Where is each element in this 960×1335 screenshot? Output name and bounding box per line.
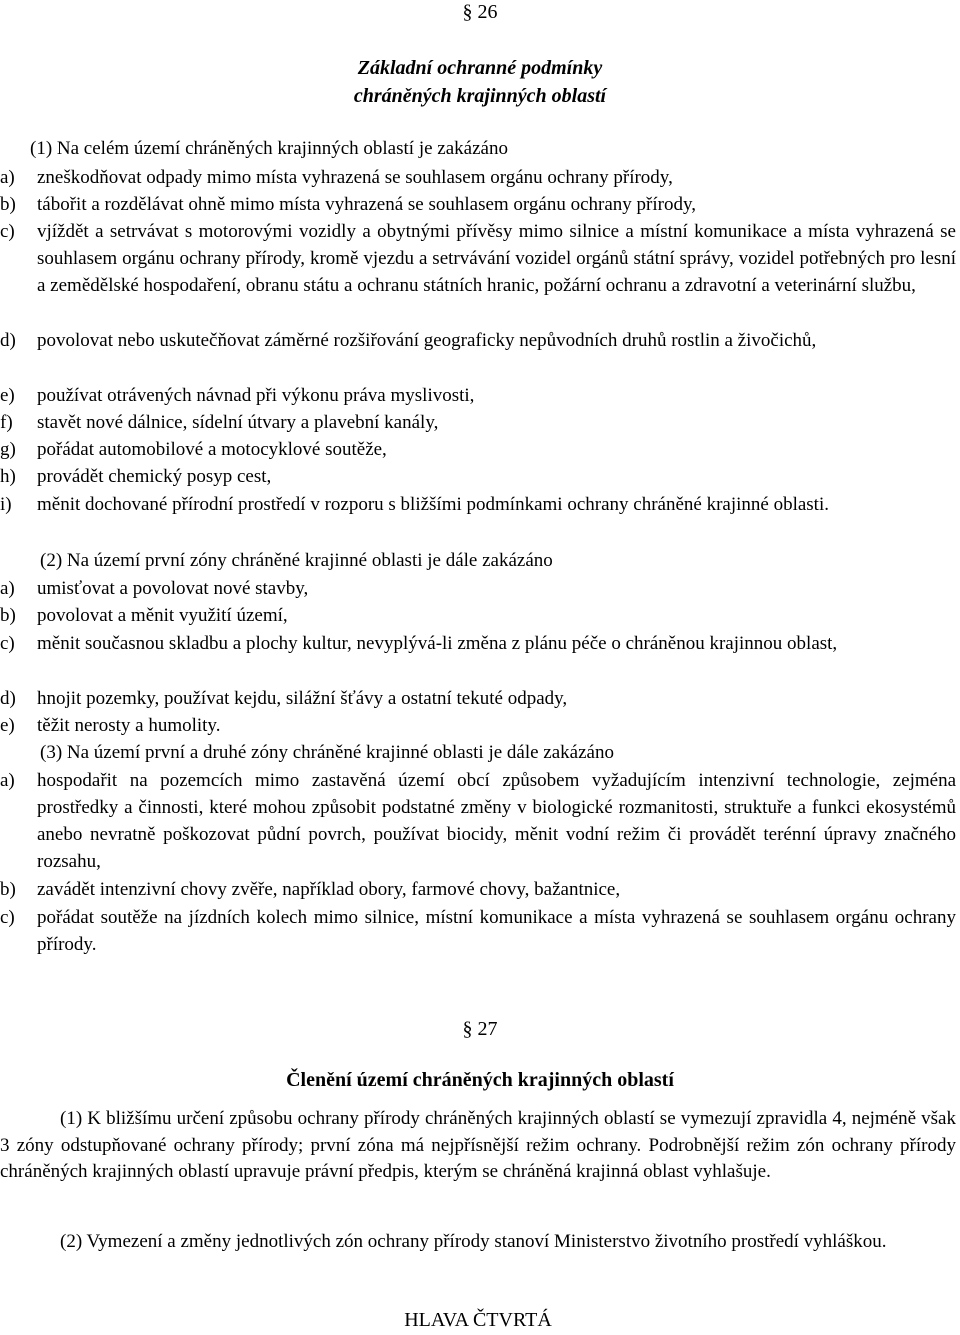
section-27-p1: (1) K bližšímu určení způsobu ochrany přírody chráněných krajinných oblastí se vymezují zpravidla 4, nejméně však 3 zóny odstupňované ochrany přírody; první zóna má nejpřísnější režim ochrany. Podrobnější režim zón ochrany přírody chráněných krajinných oblastí upravuje právní předpis, kterým se chráněná krajinná oblast vyhlašuje. — [0, 1108, 956, 1183]
list-item-p1-a — [0, 165, 956, 192]
list-item-p2-d — [0, 686, 956, 713]
list-text: těžit nerosty a humolity. — [37, 715, 221, 736]
section-27-p2: (2) Vymezení a změny jednotlivých zón ochrany přírody stanoví Ministerstvo životního prostředí vyhláškou. — [60, 1231, 887, 1252]
list-label: a) — [0, 578, 15, 599]
section-26-p2-intro: (2) Na území první zóny chráněné krajinné oblasti je dále zakázáno — [40, 550, 553, 571]
list-label: c) — [0, 221, 15, 242]
list-label: e) — [0, 385, 15, 406]
list-text: stavět nové dálnice, sídelní útvary a plavební kanály, — [37, 412, 439, 433]
list-text: měnit dochované přírodní prostředí v rozporu s bližšími podmínkami ochrany chráněné krajinné oblasti. — [37, 494, 829, 515]
list-label: a) — [0, 770, 15, 791]
list-item-p2-a — [0, 576, 956, 603]
list-label: d) — [0, 330, 16, 351]
list-item-p1-i — [0, 492, 956, 519]
list-text: povolovat a měnit využití území, — [37, 605, 288, 626]
chapter-heading: HLAVA ČTVRTÁ — [404, 1309, 552, 1331]
list-label: h) — [0, 466, 16, 487]
list-item-p3-c — [0, 905, 956, 959]
list-text: tábořit a rozdělávat ohně mimo místa vyhrazená se souhlasem orgánu ochrany přírody, — [37, 194, 696, 215]
list-text: hnojit pozemky, používat kejdu, silážní šťávy a ostatní tekuté odpady, — [37, 688, 568, 709]
list-label: b) — [0, 194, 16, 215]
list-item-p1-e — [0, 383, 956, 410]
section-26-title-line1: Základní ochranné podmínky — [357, 57, 603, 79]
section-27-title: Členění území chráněných krajinných oblastí — [286, 1069, 674, 1091]
list-text: provádět chemický posyp cest, — [37, 466, 272, 487]
list-item-p1-g — [0, 437, 956, 464]
list-text: pořádat automobilové a motocyklové soutěže, — [37, 439, 387, 460]
list-text: povolovat nebo uskutečňovat záměrné rozšiřování geograficky nepůvodních druhů rostlin a živočichů, — [37, 330, 817, 351]
list-item-p3-a — [0, 768, 956, 876]
list-item-p1-f — [0, 410, 956, 437]
list-label: b) — [0, 879, 16, 900]
list-label: g) — [0, 439, 16, 460]
section-27-heading: § 27 — [462, 1018, 498, 1040]
list-label: d) — [0, 688, 16, 709]
list-item-p1-h — [0, 464, 956, 491]
list-label: e) — [0, 715, 15, 736]
list-text: pořádat soutěže na jízdních kolech mimo silnice, místní komunikace a místa vyhrazená se souhlasem orgánu ochrany přírody. — [37, 907, 956, 955]
list-item-p1-b — [0, 192, 956, 219]
list-item-p3-b — [0, 877, 956, 904]
list-item-p2-b — [0, 603, 956, 630]
list-label: a) — [0, 167, 15, 188]
list-item-p2-c — [0, 631, 956, 658]
list-text: zavádět intenzivní chovy zvěře, například obory, farmové chovy, bažantnice, — [37, 879, 621, 900]
list-label: b) — [0, 605, 16, 626]
list-text: zneškodňovat odpady mimo místa vyhrazená se souhlasem orgánu ochrany přírody, — [37, 167, 673, 188]
list-label: c) — [0, 633, 15, 654]
section-26-heading: § 26 — [462, 1, 498, 23]
list-item-p1-c — [0, 219, 956, 300]
list-item-p2-e — [0, 713, 956, 740]
list-label: f) — [0, 412, 13, 433]
list-text: měnit současnou skladbu a plochy kultur, nevyplývá-li změna z plánu péče o chráněnou krajinnou oblast, — [37, 633, 838, 654]
list-text: používat otrávených návnad při výkonu práva myslivosti, — [37, 385, 475, 406]
section-26-p3-intro: (3) Na území první a druhé zóny chráněné krajinné oblasti je dále zakázáno — [40, 742, 614, 763]
list-text: vjíždět a setrvávat s motorovými vozidly a obytnými přívěsy mimo silnice a místní komunikace a místa vyhrazená se souhlasem orgánu ochrany přírody, kromě vjezdu a setrvávání vozidel orgánů státní správy, vozidel potřebných pro lesní a zemědělské hospodaření, obranu státu a ochranu státních hranic, požární ochranu a zdravotní a veterinární službu, — [37, 221, 956, 296]
list-text: hospodařit na pozemcích mimo zastavěná území obcí způsobem vyžadujícím intenzivní technologie, zejména prostředky a činnosti, které mohou způsobit podstatné změny v biologické rozmanitosti, struktuře a funkci ekosystémů anebo nevratně poškozovat půdní povrch, používat biocidy, měnit vodní režim či provádět terénní úpravy značného rozsahu, — [37, 770, 956, 872]
section-26-title-line2: chráněných krajinných oblastí — [353, 85, 607, 107]
list-text: umisťovat a povolovat nové stavby, — [37, 578, 309, 599]
list-label: c) — [0, 907, 15, 928]
list-label: i) — [0, 494, 12, 515]
list-item-p1-d — [0, 328, 956, 355]
section-26-p1-intro: (1) Na celém území chráněných krajinných oblastí je zakázáno — [30, 138, 508, 159]
